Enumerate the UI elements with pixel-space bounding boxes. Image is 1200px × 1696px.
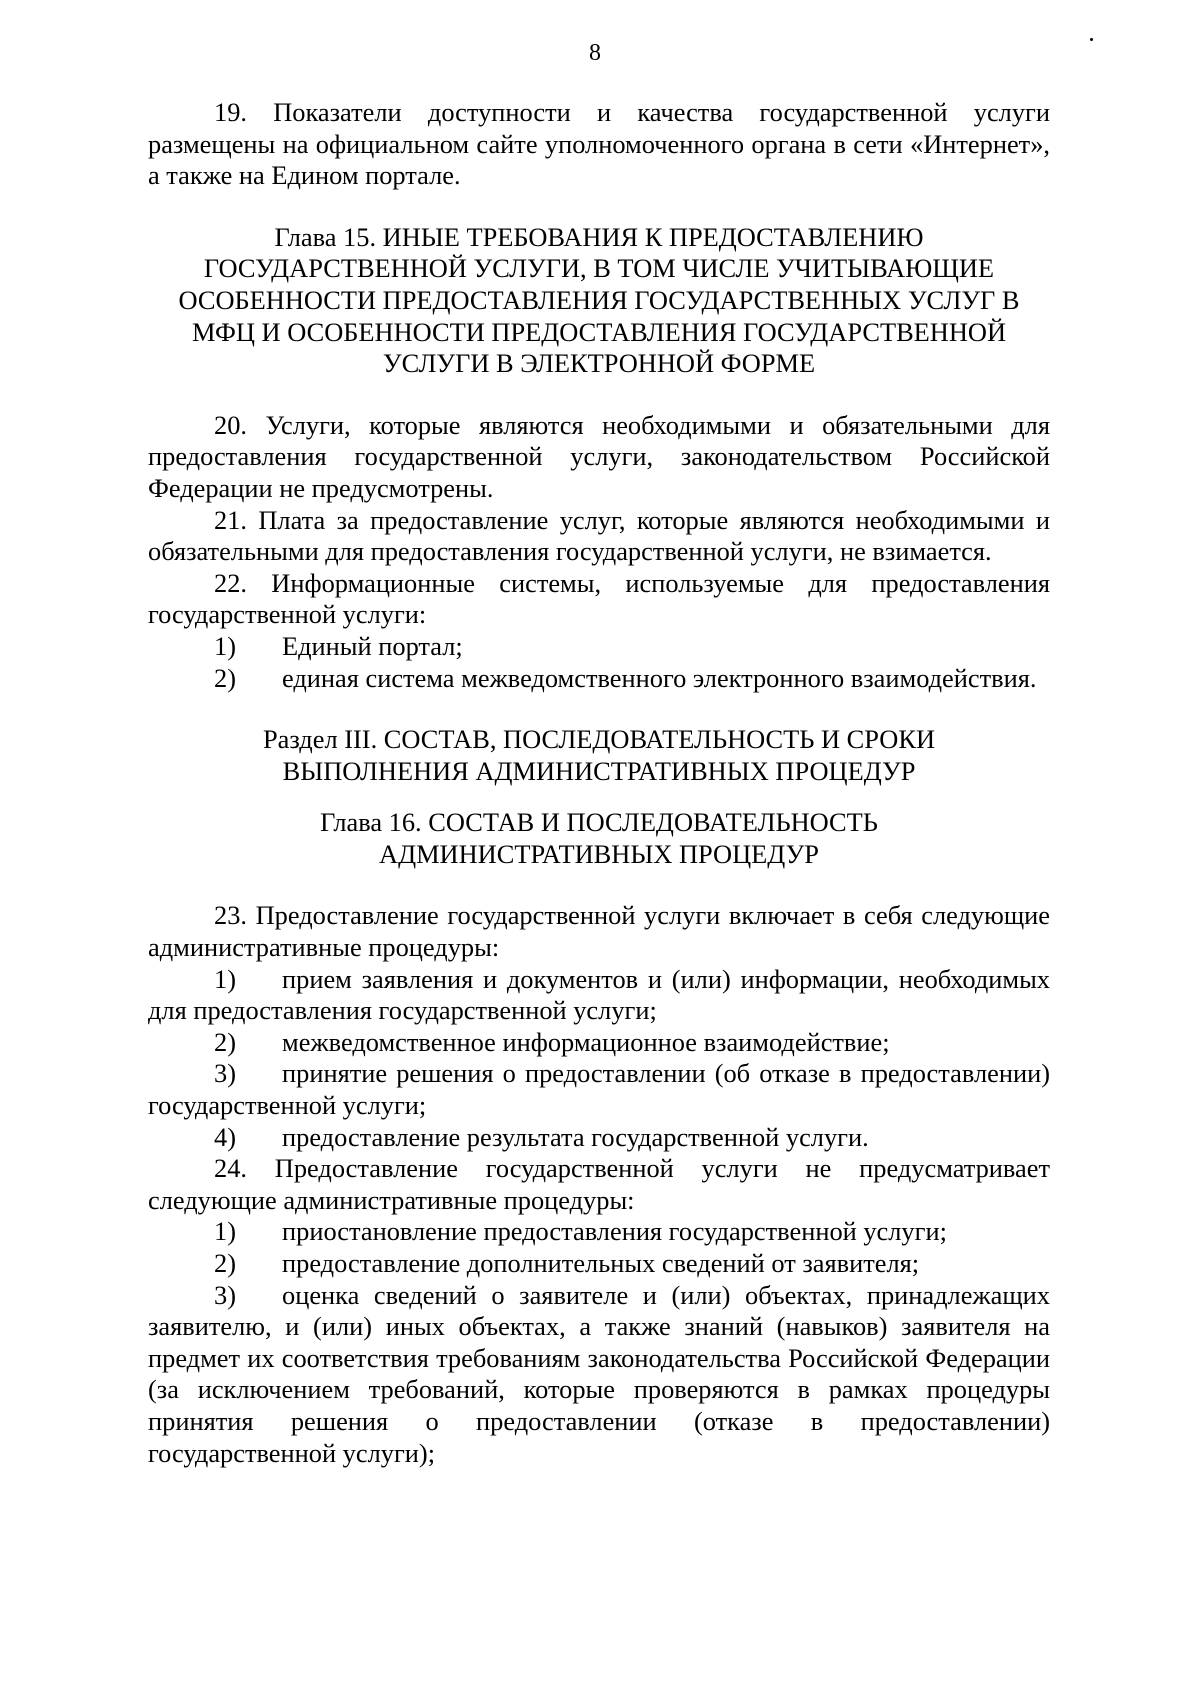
list-item-number: 2) [214, 1248, 236, 1278]
chapter-16-line-2: АДМИНИСТРАТИВНЫХ ПРОЦЕДУР [379, 838, 819, 869]
list-item-number: 3) [214, 1058, 236, 1089]
chapter-15-line-5: УСЛУГИ В ЭЛЕКТРОННОЙ ФОРМЕ [382, 348, 816, 379]
list-item [148, 631, 1050, 663]
list-item-number: 2) [214, 662, 236, 693]
list-item-text: приостановление предоставления государственной услуги; [282, 1216, 947, 1247]
list-item [148, 1027, 1050, 1059]
paragraph-23: 23. Предоставление государственной услуги включает в себя следующие административные процедуры: [148, 900, 1050, 963]
list-item-text: межведомственное информационное взаимодействие; [282, 1026, 890, 1057]
chapter-15-line-4: МФЦ И ОСОБЕННОСТИ ПРЕДОСТАВЛЕНИЯ ГОСУДАРСТВЕННОЙ [191, 316, 1007, 347]
list-item [148, 1248, 1050, 1280]
list-item-number: 2) [214, 1026, 236, 1057]
list-item-text: Единый портал; [282, 630, 463, 661]
chapter-16-line-1: Глава 16. СОСТАВ И ПОСЛЕДОВАТЕЛЬНОСТЬ [320, 807, 878, 838]
chapter-15-line-3: ОСОБЕННОСТИ ПРЕДОСТАВЛЕНИЯ ГОСУДАРСТВЕННЫХ УСЛУГ В [178, 284, 1020, 315]
chapter-15-line-2: ГОСУДАРСТВЕННОЙ УСЛУГИ, В ТОМ ЧИСЛЕ УЧИТЫВАЮЩИЕ [203, 253, 995, 284]
paragraph-19: 19. Показатели доступности и качества государственной услуги размещены на официальном сайте уполномоченного органа в сети «Интернет», а также на Едином портале. [148, 97, 1050, 191]
list-item-text: принятие решения о предоставлении (об отказе в предоставлении) государственной услуги; [148, 1058, 1050, 1121]
paragraph-22: 22. Информационные системы, используемые для предоставления государственной услуги: [148, 567, 1050, 630]
list-item [148, 964, 1050, 1027]
list-item-text: предоставление результата государственной услуги. [282, 1121, 869, 1152]
list-item-number: 3) [214, 1279, 236, 1310]
page-number: 8 [589, 40, 601, 66]
chapter-15-heading [148, 222, 1050, 380]
list-item [148, 1122, 1050, 1154]
list-item-text: единая система межведомственного электронного взаимодействия. [282, 662, 1037, 693]
list-item [148, 1058, 1050, 1121]
chapter-15-line-1: Глава 15. ИНЫЕ ТРЕБОВАНИЯ К ПРЕДОСТАВЛЕНИЮ [274, 221, 924, 252]
list-item-number: 1) [214, 963, 236, 994]
paragraph-21: 21. Плата за предоставление услуг, которые являются необходимыми и обязательными для предоставления государственной услуги, не взимается. [148, 504, 1050, 567]
list-item-text: предоставление дополнительных сведений от заявителя; [282, 1248, 920, 1278]
list-item-text: оценка сведений о заявителе и (или) объектах, принадлежащих заявителю, и (или) иных объектах, а также знаний (навыков) заявителя на предмет их соответствия требованиям законодательства Российской Федерации (за исключением требований, которые проверяются в рамках процедуры принятия решения о предоставлении (отказе в предоставлении) государственной услуги); [148, 1279, 1050, 1468]
list-item [148, 1280, 1050, 1470]
section-3-line-2: ВЫПОЛНЕНИЯ АДМИНИСТРАТИВНЫХ ПРОЦЕДУР [282, 755, 916, 786]
paragraph-20: 20. Услуги, которые являются необходимыми и обязательными для предоставления государственной услуги, законодательством Российской Федерации не предусмотрены. [148, 409, 1050, 503]
paragraph-24: 24. Предоставление государственной услуги не предусматривает следующие административные процедуры: [148, 1153, 1050, 1215]
list-item [148, 663, 1050, 695]
list-item-number: 1) [214, 1216, 236, 1247]
list-item-number: 4) [214, 1121, 236, 1152]
list-item-text: прием заявления и документов и (или) информации, необходимых для предоставления государственной услуги; [148, 963, 1050, 1026]
chapter-16-heading [148, 807, 1050, 870]
list-item [148, 1216, 1050, 1248]
document-body [148, 97, 1050, 1469]
section-3-heading [148, 724, 1050, 787]
scan-speck [1090, 38, 1093, 41]
section-3-line-1: Раздел III. СОСТАВ, ПОСЛЕДОВАТЕЛЬНОСТЬ И СРОКИ [262, 724, 936, 755]
list-item-number: 1) [214, 630, 236, 661]
